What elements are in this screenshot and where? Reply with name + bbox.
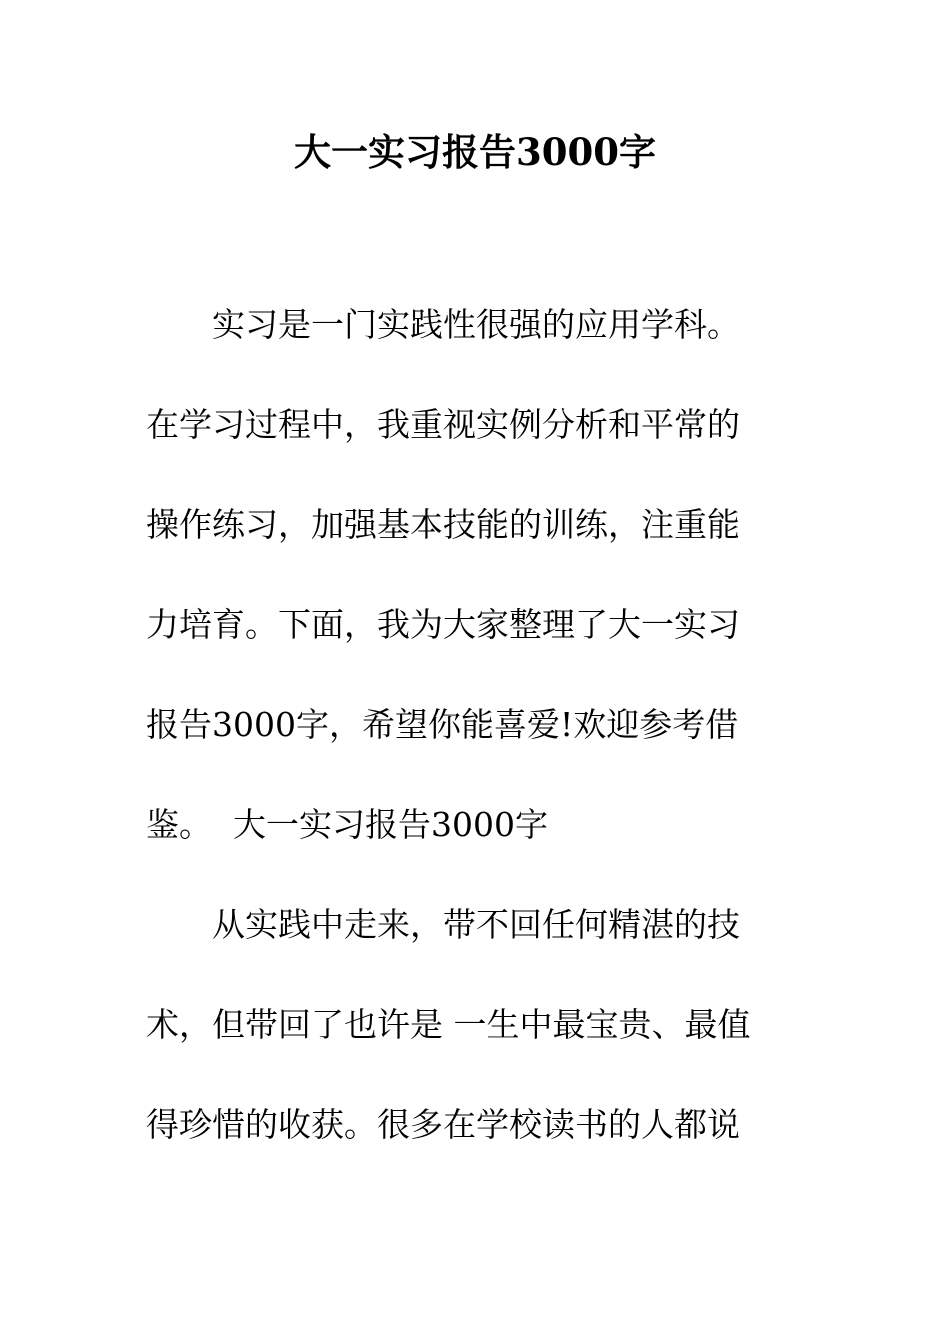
paragraph-line: 报告3000字，希望你能喜爱!欢迎参考借 [146,705,739,744]
paragraph-line: 鉴。 大一实习报告3000字 [146,805,548,844]
document-title: 大一实习报告3000字 [294,130,656,174]
paragraph-line: 力培育。下面，我为大家整理了大一实习 [146,605,740,644]
paragraph-line: 术，但带回了也许是 一生中最宝贵、最值 [146,1005,751,1044]
paragraph-line: 操作练习，加强基本技能的训练，注重能 [146,505,740,544]
paragraph-line: 实习是一门实践性很强的应用学科。 [146,305,740,344]
paragraph-line: 从实践中走来，带不回任何精湛的技 [146,905,740,944]
paragraph-line: 得珍惜的收获。很多在学校读书的人都说 [146,1105,740,1144]
paragraph-line: 在学习过程中，我重视实例分析和平常的 [146,405,740,444]
